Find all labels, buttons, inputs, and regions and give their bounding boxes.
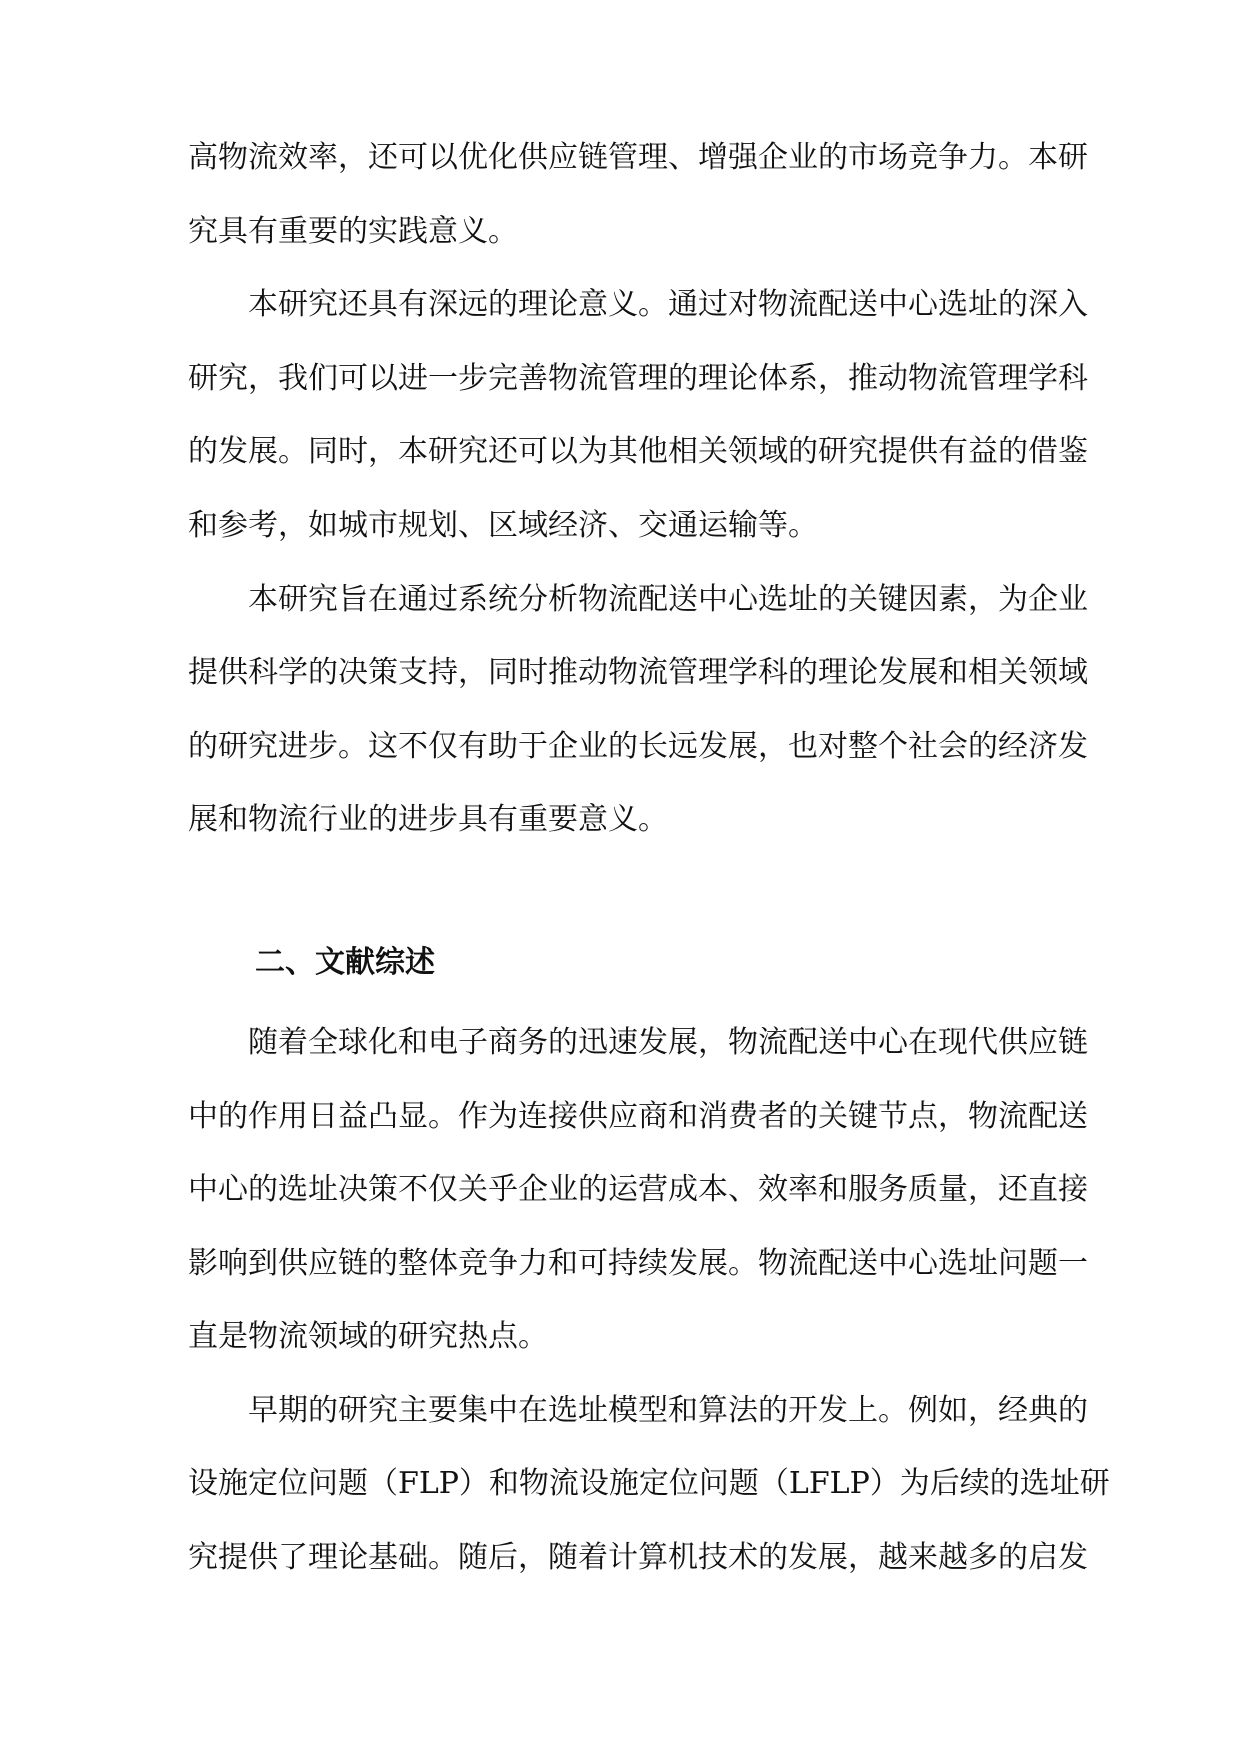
paragraph-1-line-2: 究具有重要的实践意义。	[188, 214, 518, 249]
paragraph-3-line-4: 展和物流行业的进步具有重要意义。	[188, 802, 668, 837]
paragraph-2-line-3: 的发展。同时，本研究还可以为其他相关领域的研究提供有益的借鉴	[188, 434, 1088, 469]
paragraph-4-line-1: 随着全球化和电子商务的迅速发展，物流配送中心在现代供应链	[248, 1025, 1088, 1060]
section-heading: 二、文献综述	[255, 945, 435, 980]
paragraph-1-line-1: 高物流效率，还可以优化供应链管理、增强企业的市场竞争力。本研	[188, 140, 1088, 175]
paragraph-4-line-5: 直是物流领域的研究热点。	[188, 1319, 548, 1354]
paragraph-3-line-1: 本研究旨在通过系统分析物流配送中心选址的关键因素，为企业	[248, 582, 1088, 617]
paragraph-4-line-3: 中心的选址决策不仅关乎企业的运营成本、效率和服务质量，还直接	[188, 1172, 1088, 1207]
paragraph-5-line-2: 设施定位问题（FLP）和物流设施定位问题（LFLP）为后续的选址研	[188, 1466, 1110, 1501]
paragraph-5-line-3: 究提供了理论基础。随后，随着计算机技术的发展，越来越多的启发	[188, 1540, 1088, 1575]
paragraph-2-line-4: 和参考，如城市规划、区域经济、交通运输等。	[188, 508, 818, 543]
paragraph-4-line-4: 影响到供应链的整体竞争力和可持续发展。物流配送中心选址问题一	[188, 1246, 1088, 1281]
paragraph-3-line-3: 的研究进步。这不仅有助于企业的长远发展，也对整个社会的经济发	[188, 729, 1088, 764]
paragraph-4-line-2: 中的作用日益凸显。作为连接供应商和消费者的关键节点，物流配送	[188, 1099, 1088, 1134]
paragraph-3-line-2: 提供科学的决策支持，同时推动物流管理学科的理论发展和相关领域	[188, 655, 1088, 690]
paragraph-5-line-1: 早期的研究主要集中在选址模型和算法的开发上。例如，经典的	[248, 1393, 1088, 1428]
paragraph-2-line-1: 本研究还具有深远的理论意义。通过对物流配送中心选址的深入	[248, 287, 1088, 322]
paragraph-2-line-2: 研究，我们可以进一步完善物流管理的理论体系，推动物流管理学科	[188, 361, 1088, 396]
